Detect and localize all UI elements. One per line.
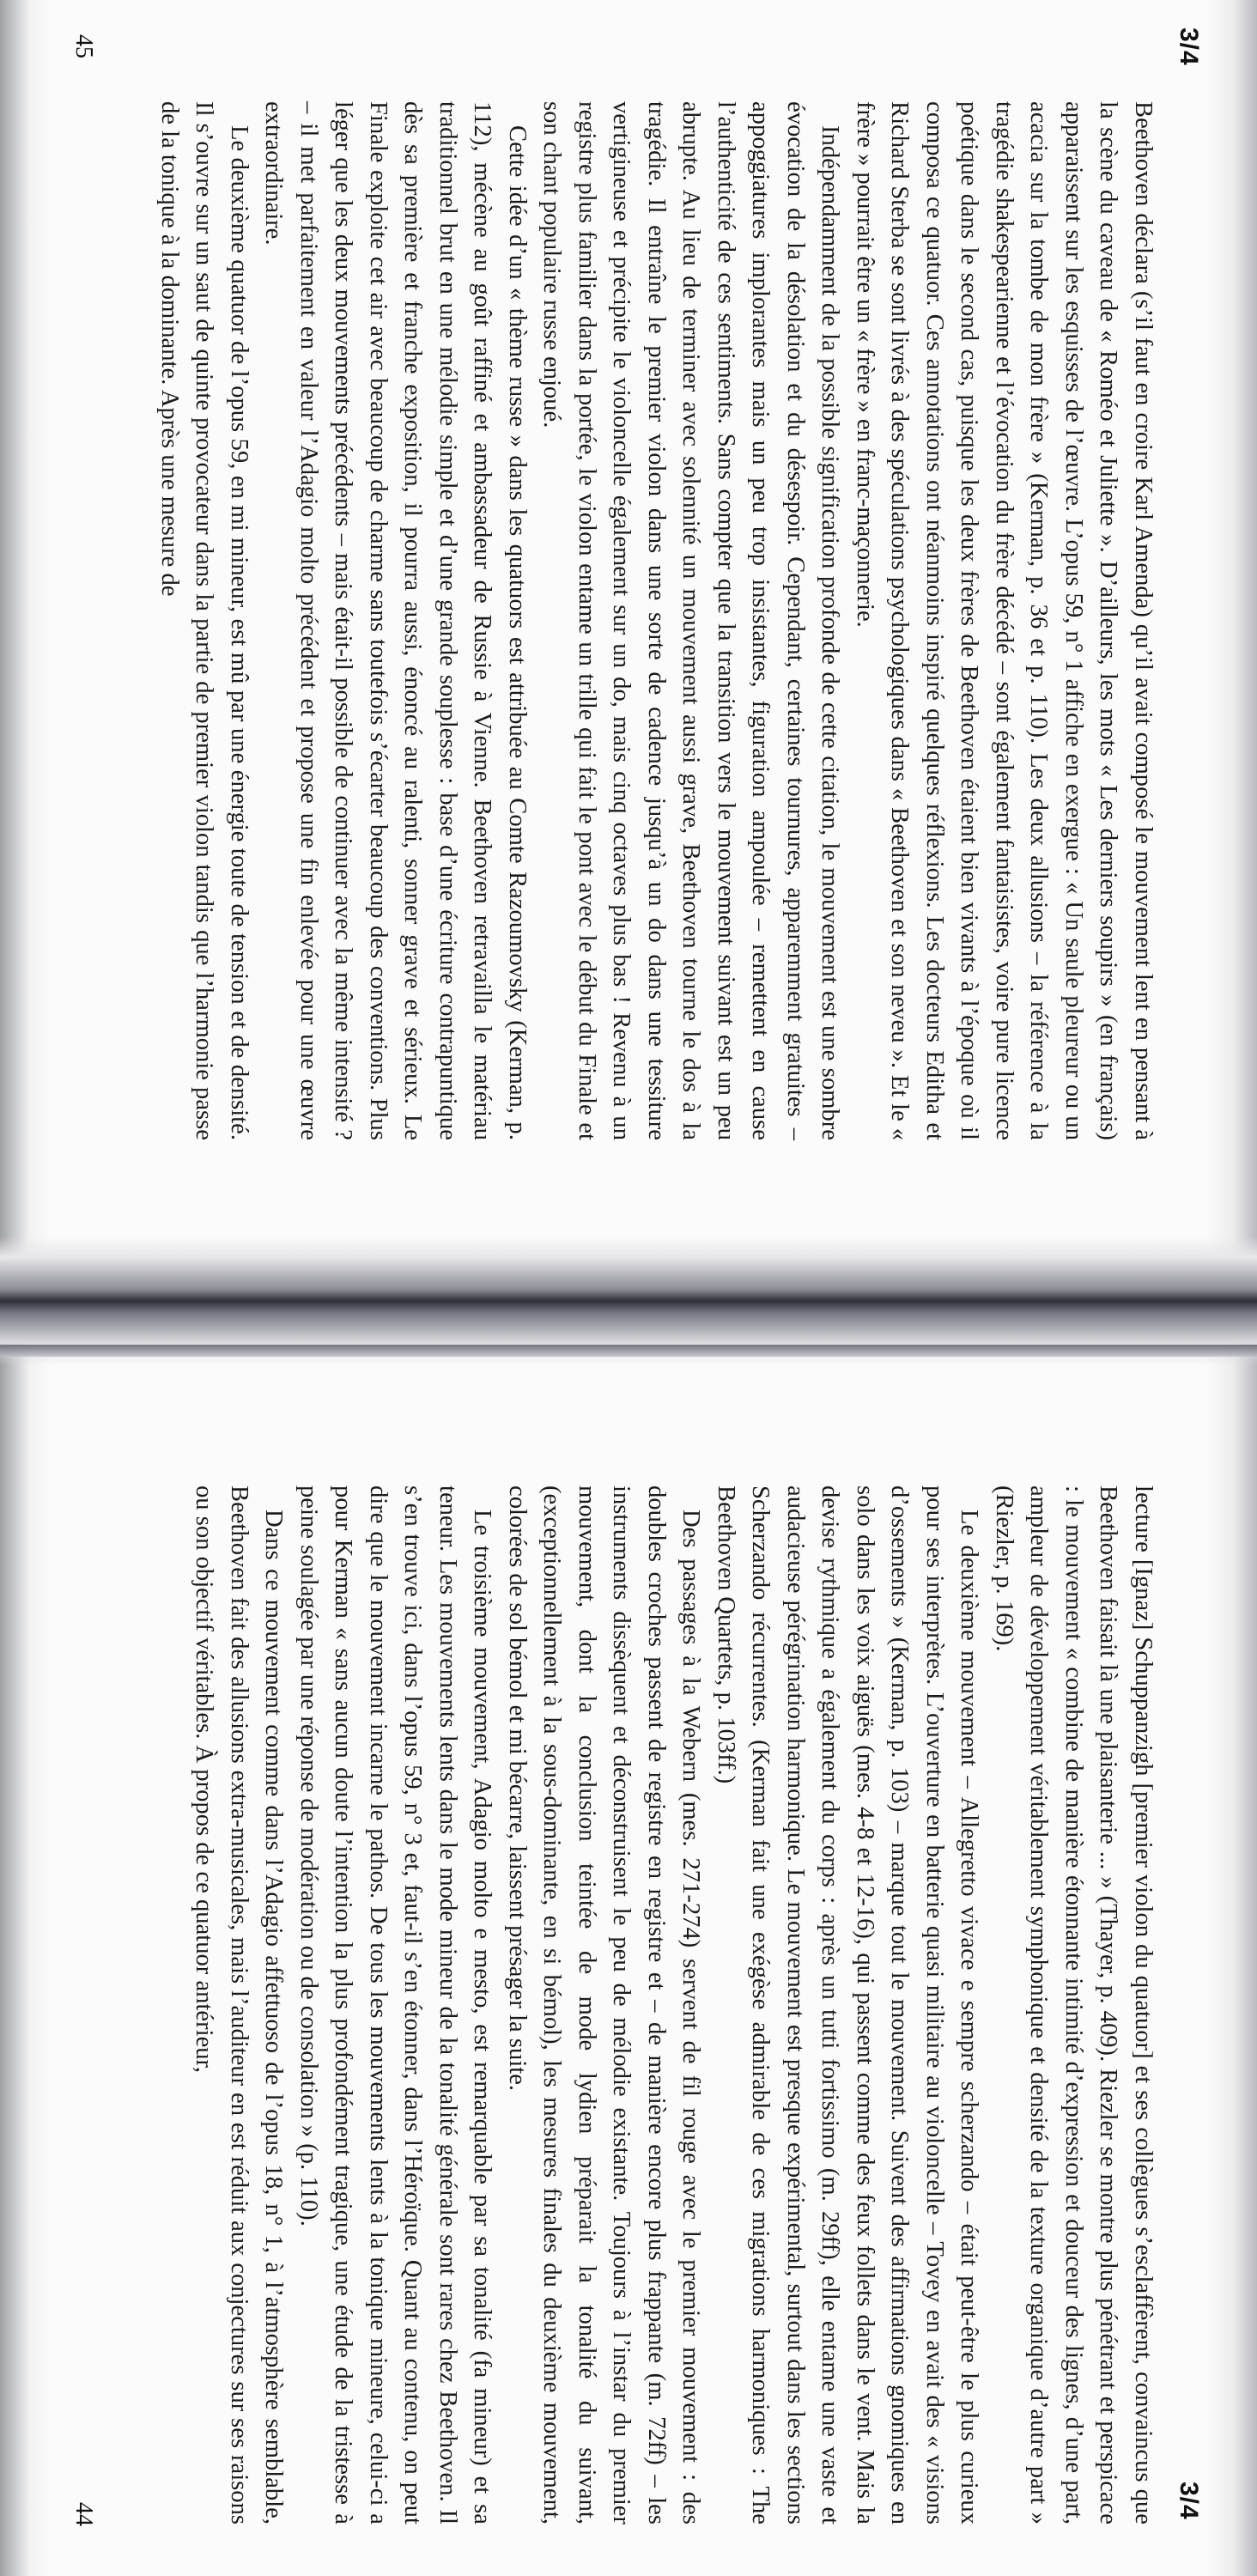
page-45-body [130, 0, 1160, 1192]
page-44-content [63, 1384, 1218, 2576]
page-number: 45 [70, 34, 97, 58]
page-44 [63, 1384, 1218, 2576]
paragraph: Cette idée d’un « thème russe » dans les quatuors est attribuée au Comte Razoumovsky (Kerman, p. 112), mécène au goût raffiné et ambassadeur de Russie à Vienne. Beethoven retravailla le matériau traditionnel brut en une mélodie simple et d’une grande souplesse : base d’une écriture contrapuntique dès sa première et franche exposition, il pourra aussi, énoncé au ralenti, sonner grave et sérieux. Le Finale exploite cet air avec beaucoup de charme sans toutefois s’écarter beaucoup des conventions. Plus léger que les deux mouvements précédents – mais était-il possible de continuer avec la même intensité ? – il met parfaitement en valeur l’Adagio molto précédent et propose une fin enlevée pour une œuvre extraordinaire. [260, 101, 531, 1140]
section-label: 3/4 [1175, 2482, 1203, 2520]
page-number: 44 [70, 2502, 97, 2526]
paragraph: Beethoven déclara (s’il faut en croire Karl Amenda) qu’il avait composé le mouvement lent en pensant à la scène du caveau de « Roméo et Juliette ». D’ailleurs, les mots « Les derniers soupirs » (en français) apparaissent sur les esquisses de l’œuvre. L’opus 59, n° 1 affiche en exergue : « Un saule pleureur ou un acacia sur la tombe de mon frère » (Kerman, p. 36 et p. 110). Les deux allusions – la référence à la tragédie shakespearienne et l’évocation du frère décédé – sont également fantaisistes, voire pure licence poétique dans le second cas, puisque les deux frères de Beethoven étaient bien vivants à l’époque où il composa ce quatuor. Ces annotations ont néanmoins inspiré quelques réflexions. Les docteurs Editha et Richard Sterba se sont livrés à des spéculations psychologiques dans « Beethoven et son neveu ». Et le « frère » pourrait être un « frère » en franc-maçonnerie. [852, 101, 1157, 1140]
page-45 [63, 0, 1218, 1192]
paragraph: Le deuxième mouvement – Allegretto vivace e sempre scherzando – était peut-être le plus curieux pour ses interprètes. L’ouverture en batterie quasi militaire au violoncelle – Tovey en avait des « visions d’ossements » (Kerman, p. 103) – marque tout le mouvement. Suivent des affirmations gnomiques en solo dans les voix aiguës (mes. 4-8 et 12-16), qui passent comme des feux follets dans le vent. Mais la devise rythmique a également du corps : après un tutti fortissimo (m. 29ff), elle entame une vaste et audacieuse pérégrination harmonique. Le mouvement est presque expérimental, surtout dans les sections Scherzando récurrentes. (Kerman fait une exégèse admirable de ces migrations harmoniques : The Beethoven Quartets, p. 103ff.) [713, 1485, 983, 2524]
paragraph: Le deuxième quatuor de l’opus 59, en mi mineur, est mû par une énergie toute de tension et de densité. Il s’ouvre sur un saut de quinte provocateur dans la partie de premier violon tandis que l’harmonie passe de la tonique à la dominante. Après une mesure de [156, 101, 252, 1140]
paragraph: Dans ce mouvement comme dans l’Adagio affettuoso de l’opus 18, n° 1, à l’atmosphère semblable, Beethoven fait des allusions extra-musicales, mais l’auditeur en est réduit aux conjectures sur ses raisons ou son objectif véritables. À propos de ce quatuor antérieur, [191, 1485, 288, 2524]
paragraph: lecture [Ignaz] Schuppanzigh [premier violon du quatuor] et ses collègues s’esclaffèrent, convaincus que Beethoven faisait là une plaisanterie ... » (Thayer, p. 409). Riezler se montre plus pénétrant et perspicace : le mouvement « combine de manière étonnante intimité d’expression et douceur des lignes, d’une part, ampleur de développement véritablement symphonique et densité de la texture organique d’autre part » (Riezler, p. 169). [991, 1485, 1157, 2524]
paragraph: Des passages à la Webern (mes. 271-274) servent de fil rouge avec le premier mouvement : des doubles croches passent de registre en registre et – de manière encore plus frappante (m. 72ff) – les instruments dissèquent et déconstruisent le peu de mélodie existante. Toujours à l’instar du premier mouvement, dont la conclusion teintée de mode lydien préparait la tonalité du suivant, (exceptionnellement à la sous-dominante, en si bémol), les mesures finales du deuxième mouvement, colorées de sol bémol et mi bécarre, laissent présager la suite. [504, 1485, 705, 2524]
page-44-body [130, 1384, 1160, 2576]
page-45-content [63, 0, 1218, 1192]
section-label: 3/4 [1175, 27, 1203, 66]
paragraph: Indépendamment de la possible signification profonde de cette citation, le mouvement est une sombre évocation de la désolation et du désespoir. Cependant, certaines tournures, apparemment gratuites – appoggiatures implorantes mais un peu trop insistantes, figuration ampoulée – remettent en cause l’authenticité de ces sentiments. Sans compter que la transition vers le mouvement suivant est un peu abrupte. Au lieu de terminer avec solennité un mouvement aussi grave, Beethoven tourne le dos à la tragédie. Il entraîne le premier violon dans une sorte de cadence jusqu’à un do dans une tessiture vertigineuse et précipite le violoncelle également sur un do, mais cinq octaves plus bas ! Revenu à un registre plus familier dans la portée, le violon entame un trille qui fait le pont avec le début du Finale et son chant populaire russe enjoué. [538, 101, 844, 1140]
paragraph: Le troisième mouvement, Adagio molto e mesto, est remarquable par sa tonalité (fa mineur) et sa teneur. Les mouvements lents dans le mode mineur de la tonalité générale sont rares chez Beethoven. Il s’en trouve ici, dans l’opus 59, n° 3 et, faut-il s’en étonner, dans l’Héroïque. Quant au contenu, on peut dire que le mouvement incarne le pathos. De tous les mouvements lents à la tonique mineure, celui-ci a pour Kerman « sans aucun doute l’intention la plus profondément tragique, une étude de la tristesse à peine soulagée par une réponse de modération ou de consolation » (p. 110). [295, 1485, 496, 2524]
book-gutter-edge [0, 1345, 1257, 1357]
